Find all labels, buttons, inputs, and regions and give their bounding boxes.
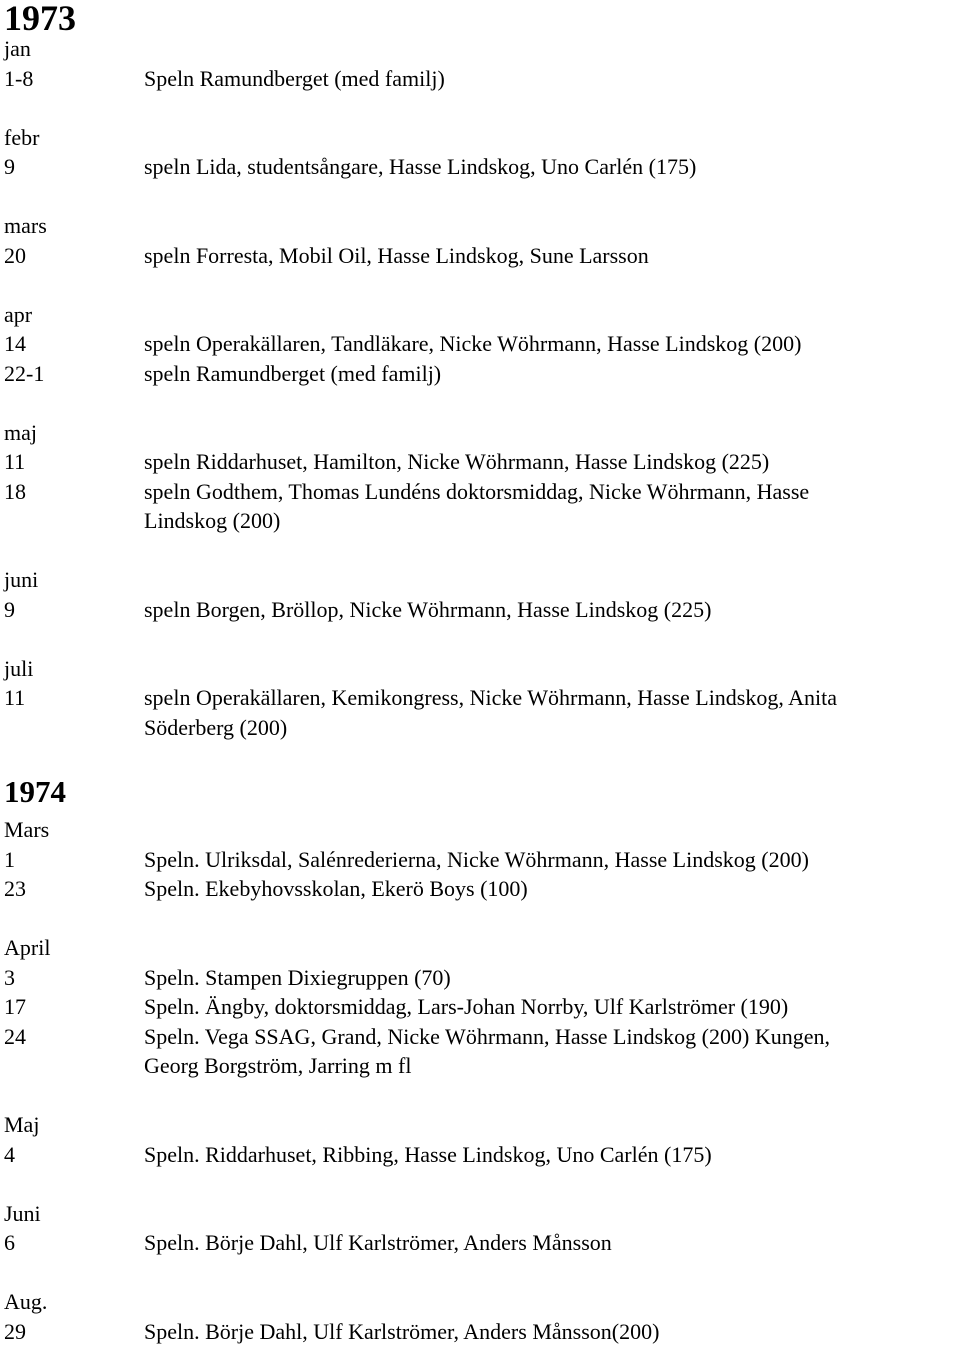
entry-day: 23 <box>4 876 26 901</box>
entry-text: speln Ramundberget (med familj) <box>144 360 442 386</box>
entry-text: Speln. Riddarhuset, Ribbing, Hasse Lindskog, Uno Carlén (175) <box>144 1141 712 1167</box>
entry-text: Speln. Börje Dahl, Ulf Karlströmer, Anders Månsson(200) <box>144 1318 660 1344</box>
month-label: Maj <box>4 1112 40 1137</box>
entry-day: 1-8 <box>4 65 34 91</box>
entry-text: Speln. Ängby, doktorsmiddag, Lars-Johan Norrby, Ulf Karlströmer (190) <box>144 994 789 1019</box>
entry-text: speln Lida, studentsångare, Hasse Lindskog, Uno Carlén (175) <box>144 154 697 179</box>
entry-day: 6 <box>4 1230 15 1255</box>
year-heading: 1974 <box>4 774 66 809</box>
month-label: jan <box>4 36 31 61</box>
entry-text: speln Godthem, Thomas Lundéns doktorsmiddag, Nicke Wöhrmann, Hasse <box>144 478 810 504</box>
entry-text: Speln Ramundberget (med familj) <box>144 65 445 91</box>
month-label: juni <box>4 567 39 592</box>
entry-text: speln Borgen, Bröllop, Nicke Wöhrmann, Hasse Lindskog (225) <box>144 596 712 622</box>
entry-text: Speln. Börje Dahl, Ulf Karlströmer, Anders Månsson <box>144 1230 612 1255</box>
year-heading: 1973 <box>4 0 76 38</box>
entry-day: 14 <box>4 331 26 356</box>
entry-text: Speln. Stampen Dixiegruppen (70) <box>144 964 451 990</box>
entry-text: speln Operakällaren, Tandläkare, Nicke Wöhrmann, Hasse Lindskog (200) <box>144 331 802 356</box>
entry-day: 24 <box>4 1023 26 1049</box>
entry-text: Speln. Vega SSAG, Grand, Nicke Wöhrmann, Hasse Lindskog (200) Kungen, <box>144 1023 830 1049</box>
entry-text: speln Forresta, Mobil Oil, Hasse Lindskog, Sune Larsson <box>144 242 649 268</box>
month-label: April <box>4 935 51 960</box>
month-label: juli <box>4 655 34 681</box>
entry-day: 11 <box>4 449 26 474</box>
month-label: Juni <box>4 1200 41 1226</box>
month-label: mars <box>4 213 47 238</box>
entry-day: 9 <box>4 596 15 622</box>
entry-text: Söderberg (200) <box>144 714 288 740</box>
month-label: maj <box>4 419 37 445</box>
entry-text: speln Operakällaren, Kemikongress, Nicke Wöhrmann, Hasse Lindskog, Anita <box>144 685 838 710</box>
entry-day: 17 <box>4 994 26 1019</box>
entry-text: Georg Borgström, Jarring m fl <box>144 1053 412 1078</box>
entry-day: 29 <box>4 1318 26 1344</box>
entry-day: 4 <box>4 1141 15 1167</box>
entry-day: 9 <box>4 154 15 179</box>
month-label: febr <box>4 124 40 150</box>
entry-text: Speln. Ulriksdal, Salénrederierna, Nicke Wöhrmann, Hasse Lindskog (200) <box>144 846 809 872</box>
entry-text: Speln. Ekebyhovsskolan, Ekerö Boys (100) <box>144 876 528 901</box>
entry-day: 22-1 <box>4 360 45 386</box>
entry-text: Lindskog (200) <box>144 508 281 533</box>
month-label: Aug. <box>4 1289 48 1314</box>
entry-day: 3 <box>4 964 15 990</box>
entry-text: speln Riddarhuset, Hamilton, Nicke Wöhrmann, Hasse Lindskog (225) <box>144 449 770 474</box>
month-label: apr <box>4 301 33 327</box>
entry-day: 11 <box>4 685 26 710</box>
entry-day: 20 <box>4 242 26 268</box>
entry-day: 18 <box>4 478 26 504</box>
month-label: Mars <box>4 817 50 842</box>
entry-day: 1 <box>4 846 15 872</box>
